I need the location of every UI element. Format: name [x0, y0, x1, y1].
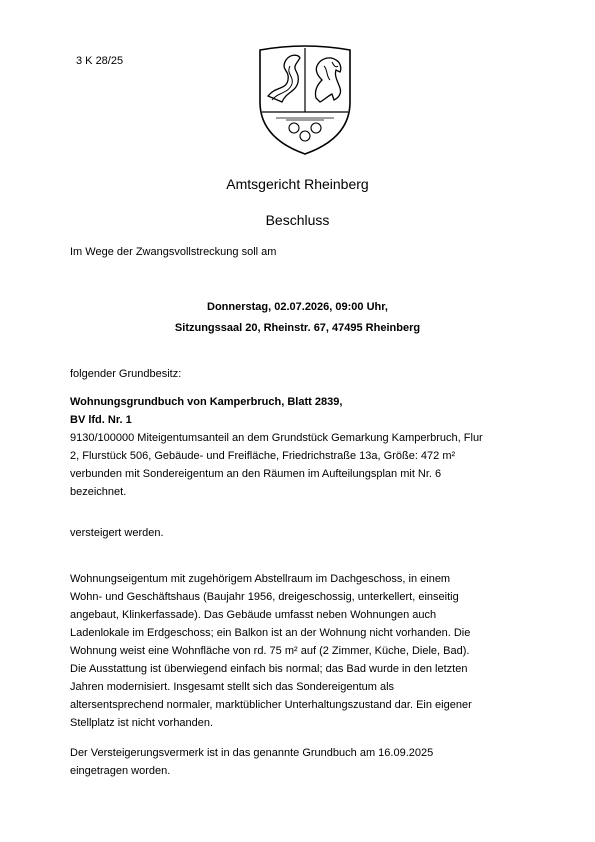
- details-line: Wohn- und Geschäftshaus (Baujahr 1956, dreigeschossig, unterkellert, einseitig: [70, 591, 459, 603]
- property-description-line: 2, Flurstück 506, Gebäude- und Freifläche, Friedrichstraße 13a, Größe: 472 m²: [70, 450, 456, 462]
- details-line: Die Ausstattung ist überwiegend einfach bis normal; das Bad wurde in den letzten: [70, 663, 468, 675]
- property-block: [70, 393, 530, 501]
- appointment-location: Sitzungssaal 20, Rheinstr. 67, 47495 Rheinberg: [174, 322, 421, 334]
- court-name: Amtsgericht Rheinberg: [226, 176, 369, 192]
- details-line: altersentsprechend normaler, marktüblicher Unterhaltungszustand dar. Ein eigener: [70, 699, 472, 711]
- registration-paragraph: [70, 744, 530, 780]
- details-line: Ladenlokale im Erdgeschoss; ein Balkon ist an der Wohnung nicht vorhanden. Die: [70, 627, 471, 639]
- details-paragraph: [70, 570, 530, 732]
- rose-right: [311, 123, 321, 133]
- property-description-line: verbunden mit Sondereigentum an den Räumen im Aufteilungsplan mit Nr. 6: [70, 468, 442, 480]
- document-title: Beschluss: [265, 212, 330, 228]
- file-number: 3 K 28/25: [76, 55, 124, 67]
- appointment-block: [0, 297, 595, 339]
- details-line: Jahren modernisiert. Insgesamt stellt sich das Sondereigentum als: [70, 681, 395, 693]
- intro-text: Im Wege der Zwangsvollstreckung soll am: [70, 246, 277, 258]
- rose-left: [289, 123, 299, 133]
- registration-line: Der Versteigerungsvermerk ist in das genannte Grundbuch am 16.09.2025: [70, 747, 434, 759]
- property-register: Wohnungsgrundbuch von Kamperbruch, Blatt 2839,: [70, 396, 343, 408]
- property-label: folgender Grundbesitz:: [70, 368, 182, 380]
- coat-of-arms-emblem: [256, 40, 354, 158]
- details-line: Stellplatz ist nicht vorhanden.: [70, 717, 214, 729]
- property-description-line: bezeichnet.: [70, 486, 127, 498]
- auction-phrase: versteigert werden.: [70, 527, 164, 539]
- details-line: Wohnung weist eine Wohnfläche von rd. 75 m² auf (2 Zimmer, Küche, Diele, Bad).: [70, 645, 470, 657]
- registration-line: eingetragen worden.: [70, 765, 171, 777]
- appointment-datetime: Donnerstag, 02.07.2026, 09:00 Uhr,: [207, 301, 388, 313]
- details-line: angebaut, Klinkerfassade). Das Gebäude umfasst neben Wohnungen auch: [70, 609, 437, 621]
- rose-center: [300, 131, 310, 141]
- property-description-line: 9130/100000 Miteigentumsanteil an dem Grundstück Gemarkung Kamperbruch, Flur: [70, 432, 483, 444]
- property-entry: BV lfd. Nr. 1: [70, 414, 132, 426]
- details-line: Wohnungseigentum mit zugehörigem Abstellraum im Dachgeschoss, in einem: [70, 573, 451, 585]
